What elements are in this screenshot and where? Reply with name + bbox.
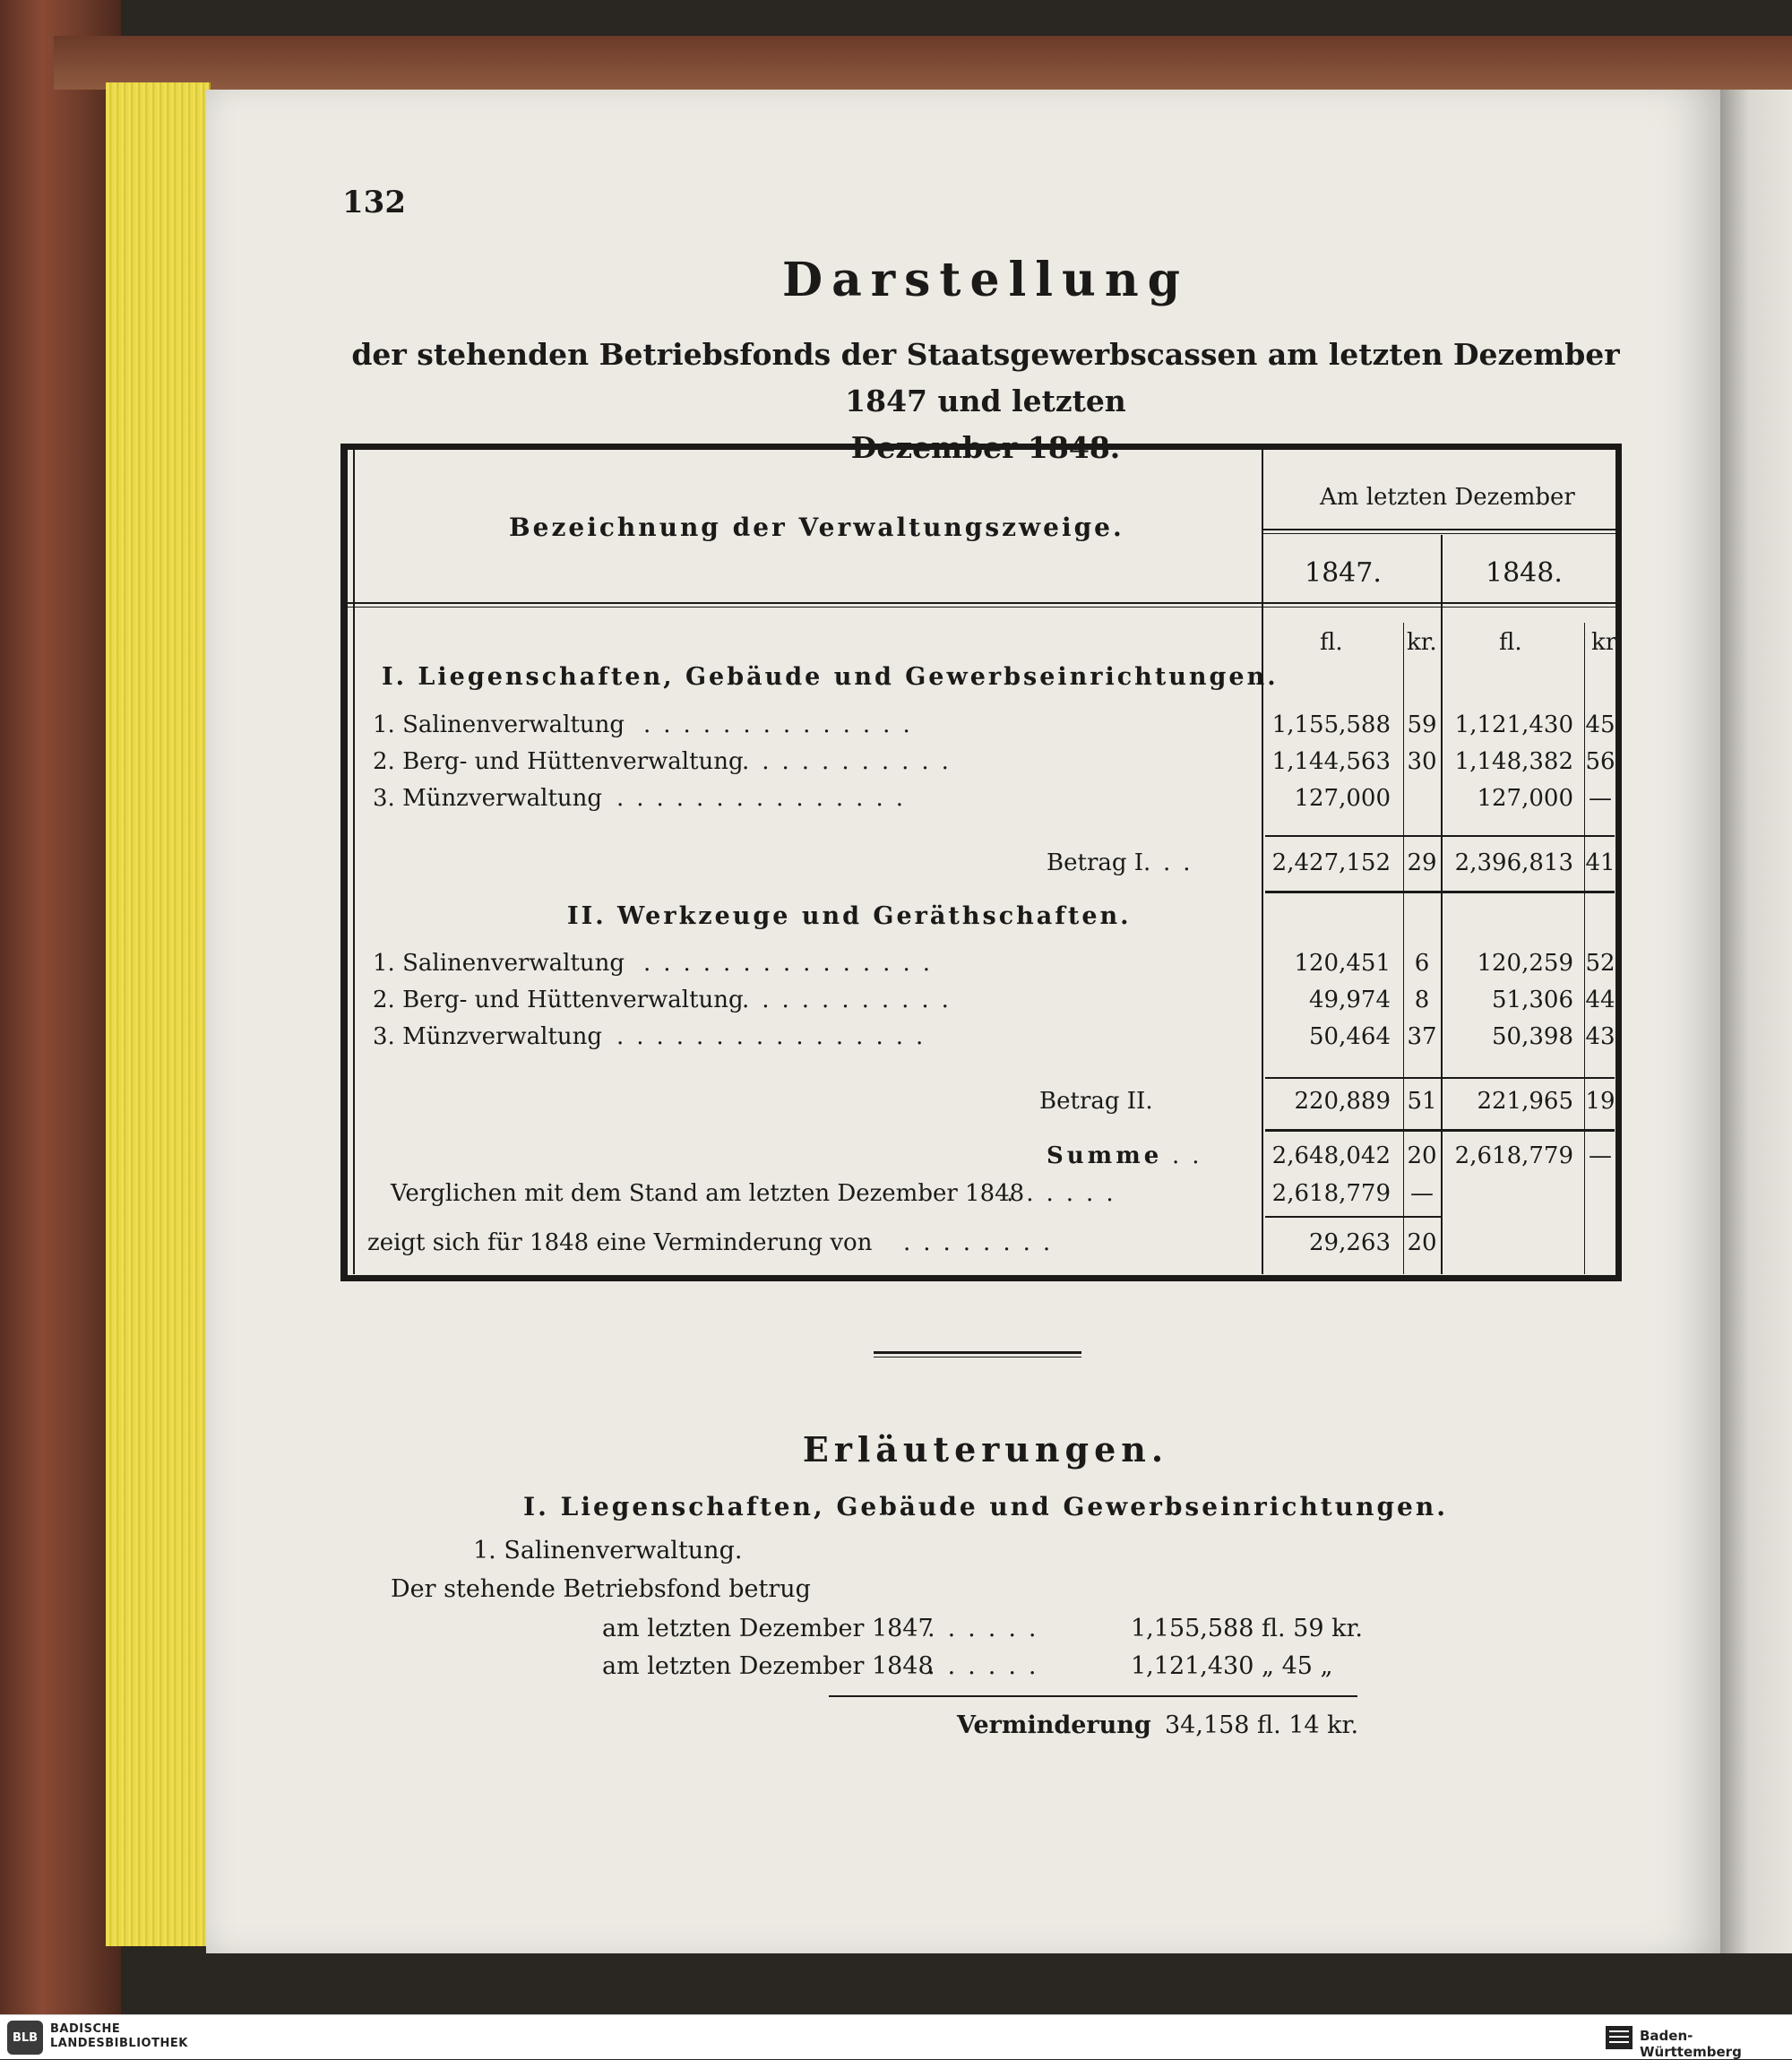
vermind-leader: ........: [903, 1229, 1064, 1256]
erlaeuterungen-section: I. Liegenschaften, Gebäude und Gewerbseinrichtungen.: [523, 1492, 1448, 1521]
s2-row2-label: 2. Berg- und Hüttenverwaltung: [373, 987, 744, 1013]
unit-fl-1847: fl.: [1320, 629, 1343, 656]
page-title: Darstellung: [781, 253, 1190, 307]
separator-rule: [874, 1351, 1081, 1354]
s1-total-fl1847: 2,427,152: [1271, 849, 1391, 876]
col-divider-kr1847: [1403, 623, 1404, 1274]
s2-row1-fl1848: 120,259: [1477, 950, 1573, 977]
s2-row1-fl1847: 120,451: [1294, 950, 1391, 977]
vermind-kr: 20: [1407, 1229, 1437, 1256]
s2-row3-fl1847: 50,464: [1309, 1023, 1391, 1050]
book-cover-top: [54, 36, 1792, 90]
s2-row3-kr1848: 43: [1585, 1023, 1615, 1050]
s1-total-kr1848: 41: [1585, 849, 1615, 876]
vermind-label: zeigt sich für 1848 eine Verminderung von: [367, 1229, 873, 1256]
erlaeuterungen-title: Erläuterungen.: [802, 1429, 1169, 1470]
header-bezeichnung: Bezeichnung der Verwaltungszweige.: [509, 513, 1124, 542]
header-rule-bottom: [348, 602, 1615, 604]
erl-line1-label: am letzten Dezember 1847: [602, 1615, 934, 1642]
s2-row1-label: 1. Salinenverwaltung: [373, 950, 625, 977]
bw-name: Baden-Württemberg: [1640, 2028, 1742, 2060]
s1-row2-kr1848: 56: [1585, 748, 1615, 775]
header-am-letzten: Am letzten Dezember: [1320, 484, 1575, 511]
s2-row3-kr1847: 37: [1407, 1023, 1437, 1050]
erl-line1-leader: ......: [927, 1615, 1049, 1642]
s1-row2-fl1848: 1,148,382: [1454, 748, 1573, 775]
erl-vermind-label: Verminderung: [957, 1711, 1151, 1739]
erl-line2-value: 1,121,430 „ 45 „: [1131, 1652, 1333, 1680]
vergl-kr: —: [1410, 1180, 1434, 1207]
s2-row1-leader: ...............: [643, 950, 943, 977]
s1-total-label: Betrag I.: [1047, 849, 1151, 876]
erl-vermind-value: 34,158 fl. 14 kr.: [1165, 1711, 1359, 1739]
erl-line2-leader: ......: [927, 1652, 1049, 1680]
s1-row3-fl1848: 127,000: [1477, 785, 1573, 812]
summe-leader: ..: [1172, 1142, 1212, 1169]
s1-row1-kr1848: 45: [1585, 711, 1615, 738]
header-year-1848: 1848.: [1486, 557, 1563, 589]
blb-logo: BLB: [7, 2021, 43, 2055]
table-inner-border: [353, 450, 355, 1274]
s2-row2-fl1848: 51,306: [1492, 987, 1573, 1013]
erl-line1-value: 1,155,588 fl. 59 kr.: [1131, 1615, 1363, 1642]
s2-total-kr1847: 51: [1407, 1088, 1437, 1115]
summe-fl1847: 2,648,042: [1271, 1142, 1391, 1169]
unit-kr-1847: kr.: [1407, 629, 1437, 656]
header-year-1847: 1847.: [1305, 557, 1382, 589]
erl-line2-label: am letzten Dezember 1848: [602, 1652, 934, 1680]
blb-name-line1: BADISCHE: [50, 2022, 121, 2036]
s2-total-kr1848: 19: [1585, 1088, 1615, 1115]
erlaeuterungen-intro: Der stehende Betriebsfond betrug: [391, 1575, 811, 1603]
fonds-table: [340, 444, 1622, 1281]
s1-row3-leader: ...............: [616, 785, 916, 812]
unit-kr-1848: kr: [1591, 629, 1617, 656]
s1-row1-kr1847: 59: [1407, 711, 1437, 738]
s1-row2-kr1847: 30: [1407, 748, 1437, 775]
s2-row2-kr1848: 44: [1585, 987, 1615, 1013]
page-number: 132: [342, 185, 406, 220]
s1-row1-leader: ..............: [643, 711, 923, 738]
viewer-footer: [0, 2014, 1792, 2059]
betrag2-rule-top: [1265, 1077, 1615, 1079]
summe-fl1848: 2,618,779: [1454, 1142, 1573, 1169]
betrag1-rule-top: [1265, 835, 1615, 837]
subtitle-line-2: Dezember 1848.: [850, 430, 1121, 465]
s2-total-label: Betrag II.: [1039, 1088, 1153, 1115]
s1-total-leader: ..: [1163, 849, 1203, 876]
section-1-title: I. Liegenschaften, Gebäude und Gewerbseinrichtungen.: [382, 663, 1279, 691]
s1-row1-fl1847: 1,155,588: [1271, 711, 1391, 738]
erl-sum-rule: [829, 1695, 1357, 1697]
blb-name: [50, 2022, 188, 2051]
vergl-fl: 2,618,779: [1271, 1180, 1391, 1207]
s2-row3-leader: ................: [616, 1023, 936, 1050]
section-2-title: II. Werkzeuge und Geräthschaften.: [567, 902, 1132, 930]
s1-row3-kr1848: —: [1589, 785, 1612, 812]
s2-row2-kr1847: 8: [1414, 987, 1430, 1013]
summe-label: Summe: [1047, 1142, 1163, 1169]
separator-rule-2: [874, 1357, 1081, 1358]
vergl-leader: ......: [1006, 1180, 1126, 1207]
subtitle-line-1: der stehenden Betriebsfonds der Staatsgewerbscassen am letzten Dezember 1847 und letzten: [351, 337, 1620, 418]
s1-row3-fl1847: 127,000: [1294, 785, 1391, 812]
page-edges: [106, 82, 211, 1946]
unit-fl-1848: fl.: [1499, 629, 1522, 656]
vergl-label: Verglichen mit dem Stand am letzten Dezember 1848: [391, 1180, 1025, 1207]
s1-row2-label: 2. Berg- und Hüttenverwaltung: [373, 748, 744, 775]
s2-row3-fl1848: 50,398: [1492, 1023, 1573, 1050]
book-cover-left: [0, 0, 121, 2016]
header-rule-bottom-2: [348, 607, 1615, 608]
summe-kr1847: 20: [1407, 1142, 1437, 1169]
s1-total-kr1847: 29: [1407, 849, 1437, 876]
betrag1-rule-bottom: [1265, 891, 1615, 893]
s2-row2-fl1847: 49,974: [1309, 987, 1391, 1013]
header-rule-am-2: [1262, 533, 1615, 534]
col-divider-1847: [1441, 535, 1443, 1274]
blb-name-line2: LANDESBIBLIOTHEK: [50, 2037, 188, 2050]
s1-row3-label: 3. Münzverwaltung: [373, 785, 603, 812]
summe-kr1848: —: [1589, 1142, 1612, 1169]
next-page-edge: [1720, 90, 1792, 1953]
s2-total-fl1848: 221,965: [1477, 1088, 1573, 1115]
betrag2-rule-bottom: [1265, 1129, 1615, 1132]
erlaeuterungen-sub: 1. Salinenverwaltung.: [473, 1537, 743, 1564]
bw-lion-icon: [1604, 2022, 1634, 2053]
s1-row2-fl1847: 1,144,563: [1271, 748, 1391, 775]
col-divider-label: [1262, 450, 1263, 1274]
s1-row1-label: 1. Salinenverwaltung: [373, 711, 625, 738]
s1-total-fl1848: 2,396,813: [1454, 849, 1573, 876]
s2-row2-leader: ...........: [742, 987, 961, 1013]
s1-row1-fl1848: 1,121,430: [1454, 711, 1573, 738]
s2-row1-kr1847: 6: [1414, 950, 1430, 977]
s2-total-fl1847: 220,889: [1294, 1088, 1391, 1115]
vergl-rule: [1265, 1216, 1441, 1218]
s1-row2-leader: ...........: [742, 748, 961, 775]
header-rule-am: [1262, 529, 1615, 530]
s2-row1-kr1848: 52: [1585, 950, 1615, 977]
vermind-fl: 29,263: [1309, 1229, 1391, 1256]
s2-row3-label: 3. Münzverwaltung: [373, 1023, 603, 1050]
